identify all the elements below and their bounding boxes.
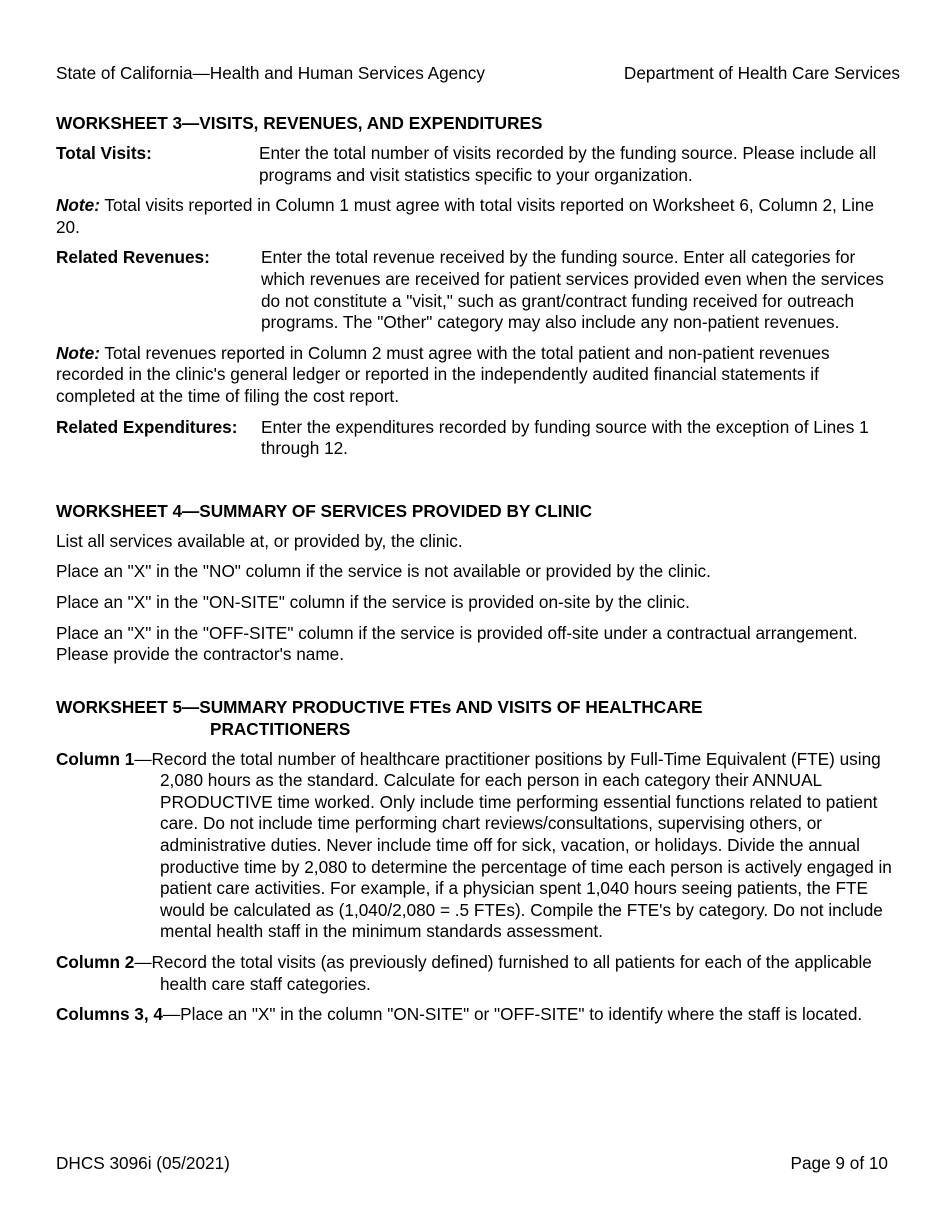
worksheet-3-title: WORKSHEET 3—VISITS, REVENUES, AND EXPENDITURES [56, 113, 543, 133]
worksheet-4-paragraph: List all services available at, or provided by, the clinic. [56, 530, 463, 551]
columns-3-4-label: Columns 3, 4 [56, 1004, 163, 1025]
note-label: Note: [56, 195, 100, 216]
page-footer [56, 1152, 888, 1174]
form-number: DHCS 3096i (05/2021) [56, 1153, 230, 1173]
worksheet-4-title: WORKSHEET 4—SUMMARY OF SERVICES PROVIDED BY CLINIC [56, 500, 593, 521]
note-text: Total revenues reported in Column 2 must agree with the total patient and non-patient revenues recorded in the clinic's general ledger or reported in the independently audited financial statements if completed at the time of filing the cost report. [56, 342, 830, 406]
column-2-label: Column 2 [56, 952, 135, 973]
worksheet-5-title-line1: WORKSHEET 5—SUMMARY PRODUCTIVE FTEs AND VISITS OF HEALTHCARE [56, 696, 703, 717]
related-revenues-label: Related Revenues: [56, 247, 210, 268]
worksheet-4-paragraph: Place an "X" in the "OFF-SITE" column if the service is provided off-site under a contractual arrangement. Please provide the contractor's name. [56, 622, 858, 665]
column-1-instruction [56, 749, 900, 943]
total-visits-text: Enter the total number of visits recorded by the funding source. Please include all programs and visit statistics specific to your organization. [259, 143, 877, 185]
note-total-revenues [56, 343, 900, 408]
note-label: Note: [56, 342, 100, 363]
worksheet-3-section [56, 112, 900, 460]
column-2-text: —Record the total visits (as previously defined) furnished to all patients for each of the applicable health care staff categories. [134, 952, 872, 994]
related-revenues-definition [56, 247, 900, 333]
document-page [56, 62, 900, 1026]
page-header [56, 62, 900, 84]
page-number: Page 9 of 10 [790, 1153, 888, 1173]
column-1-text: —Record the total number of healthcare practitioner positions by Full-Time Equivalent (FTE) using 2,080 hours as the standard. Calculate for each person in each category their ANNUAL PRODUCTIVE time worked. Only include time performing essential functions related to patient care. Do not include time performing chart reviews/consultations, supervising others, or administrative duties. Never include time off for sick, vacation, or holidays. Divide the annual productive time by 2,080 to determine the percentage of time each person is actively engaged in patient care activities. For example, if a physician spent 1,040 hours seeing patients, the FTE would be calculated as (1,040/2,080 = .5 FTEs). Compile the FTE's by category. Do not include mental health staff in the minimum standards assessment. [134, 748, 892, 942]
worksheet-5-title [56, 696, 900, 740]
column-2-instruction [56, 952, 900, 995]
related-revenues-text: Enter the total revenue received by the funding source. Enter all categories for which revenues are received for patient services provided even when the services do not constitute a "visit," such as grant/contract funding received for outreach programs. The "Other" category may also include any non-patient revenues. [261, 247, 884, 333]
note-total-visits [56, 195, 900, 238]
worksheet-5-title-line2: PRACTITIONERS [210, 718, 351, 739]
header-department: Department of Health Care Services [623, 63, 900, 83]
total-visits-label: Total Visits: [56, 143, 152, 163]
total-visits-definition [56, 143, 900, 186]
note-text: Total visits reported in Column 1 must agree with total visits reported on Worksheet 6, Column 2, Line 20. [56, 195, 875, 237]
columns-3-4-text: —Place an "X" in the column "ON-SITE" or "OFF-SITE" to identify where the staff is located. [162, 1004, 863, 1025]
worksheet-5-section [56, 696, 900, 1026]
worksheet-4-paragraph: Place an "X" in the "ON-SITE" column if the service is provided on-site by the clinic. [56, 591, 690, 612]
header-agency: State of California—Health and Human Services Agency [56, 63, 485, 83]
related-expenditures-text: Enter the expenditures recorded by funding source with the exception of Lines 1 through 12. [261, 416, 869, 459]
worksheet-4-section [56, 500, 900, 666]
related-expenditures-definition [56, 417, 900, 460]
worksheet-4-paragraph: Place an "X" in the "NO" column if the service is not available or provided by the clinic. [56, 561, 711, 582]
columns-3-4-instruction [56, 1004, 900, 1026]
related-expenditures-label: Related Expenditures: [56, 416, 238, 437]
column-1-label: Column 1 [56, 748, 135, 769]
